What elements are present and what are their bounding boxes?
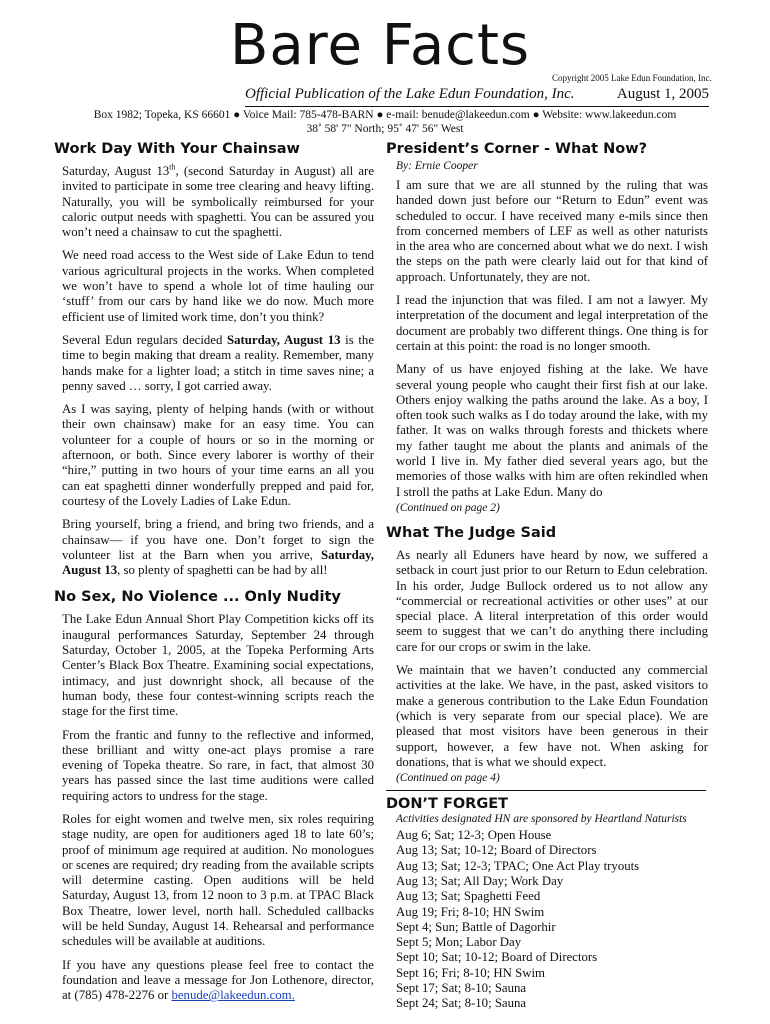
right-column <box>386 140 708 1012</box>
event-item: Aug 6; Sat; 12-3; Open House <box>396 828 552 843</box>
email-link[interactable]: benude@lakeedun.com. <box>171 988 295 1003</box>
events-list <box>386 828 708 1012</box>
article-judge <box>386 524 708 784</box>
copyright-notice: Copyright 2005 Lake Edun Foundation, Inc. <box>552 73 712 83</box>
event-item: Aug 13; Sat; All Day; Work Day <box>396 873 564 888</box>
article-paragraph: I read the injunction that was filed. I am not a lawyer. My interpretation of the document and legal interpretation of the document are probably two different things. One thing is for certain at this point: the road is no longer smooth. <box>396 293 708 353</box>
event-item: Sept 17; Sat; 8-10; Sauna <box>396 981 527 996</box>
events-calendar <box>386 795 708 1012</box>
article-paragraph: The Lake Edun Annual Short Play Competition kicks off its inaugural performances Saturday, September 24 through Saturday, October 1, 2005, at the Topeka Performing Arts Center’s Black Box Theatre. Examining social expectations, intimacy, and just downright shock, all because of the human body, these four contest-winning scripts reach the stage for the first time. <box>62 612 374 719</box>
contact-line: Box 1982; Topeka, KS 66601 ● Voice Mail: 785-478-BARN ● e-mail: benude@lakeedun.com ● Website: www.lakeedun.com <box>93 109 677 121</box>
article-heading: President’s Corner - What Now? <box>386 141 648 157</box>
article-play-competition <box>54 588 374 1003</box>
publication-subtitle: Official Publication of the Lake Edun Foundation, Inc. <box>245 86 575 102</box>
article-paragraph: Roles for eight women and twelve men, six roles requiring stage nudity, are open for auditioners aged 18 to late 60’s; proof of minimum age required at audition. No monologues or scenes are required; dry reading from the available scripts will determine casting. Open auditions will be held Saturday, August 13, from 12 noon to 3 p.m. at TPAC Black Box Theatre, lower level, north hall. Scheduled callbacks will be held Sunday, August 14. Rehearsal and performance schedules will be available at auditions. <box>62 811 374 949</box>
publication-row <box>245 86 709 107</box>
calendar-note: Activities designated HN are sponsored by Heartland Naturists <box>396 813 687 826</box>
article-paragraph: Saturday, August 13th, (second Saturday in August) all are invited to participate in some tree clearing and heavy lifting. Naturally, you will be symbolically reimbursed for your caloric output needs with spaghetti. You can be assured you won’t need a chainsaw to cut the spaghetti. <box>62 162 374 240</box>
article-work-day <box>54 140 374 578</box>
article-heading: No Sex, No Violence ... Only Nudity <box>54 589 341 606</box>
event-item: Sept 10; Sat; 10-12; Board of Directors <box>396 950 598 965</box>
article-paragraph: Bring yourself, bring a friend, and bring two friends, and a chainsaw— if you have one. Don’t forget to sign the volunteer list at the Barn when you arrive, Saturday, August 13, so plenty of spaghetti can be had by all! <box>62 517 374 578</box>
article-heading: What The Judge Said <box>386 524 557 541</box>
article-paragraph: We maintain that we haven’t conducted any commercial activities at the lake. We have, in the past, asked visitors to make a generous contribution to the Lake Edun Foundation (which is very separate from our special place). We are pleased that most visitors have been generous in their support, however, a few have not. When asking for donations, that is what we should expect. <box>396 663 708 769</box>
event-item: Aug 13; Sat; Spaghetti Feed <box>396 889 541 904</box>
newsletter-title: Bare Facts <box>230 13 531 78</box>
contact-info <box>0 108 770 136</box>
continued-note: (Continued on page 2) <box>396 501 500 514</box>
event-item: Aug 19; Fri; 8-10; HN Swim <box>396 904 545 919</box>
issue-date: August 1, 2005 <box>616 86 709 102</box>
event-item: Aug 13; Sat; 12-3; TPAC; One Act Play tryouts <box>396 858 640 873</box>
left-column <box>54 140 374 1012</box>
article-paragraph: We need road access to the West side of Lake Edun to tend various agricultural projects in the works. When completed we won’t have to spend a whole lot of time hauling our ‘stuff’ from our cars by hand like we do now. Much more efficient use of limited work time, don’t you think? <box>62 248 374 324</box>
event-item: Aug 13; Sat; 10-12; Board of Directors <box>396 843 597 858</box>
article-paragraph: If you have any questions please feel free to contact the foundation and leave a message for Jon Lothenore, director, at (785) 478-2276 or benude@lakeedun.com. <box>62 957 374 1003</box>
coordinates-line: 38˚ 58' 7" North; 95˚ 47' 56" West <box>306 123 464 135</box>
article-heading: Work Day With Your Chainsaw <box>54 141 300 157</box>
article-paragraph: As I was saying, plenty of helping hands (with or without their own chainsaw) make for an easy time. You can volunteer for a couple of hours or so in the morning or afternoon, or both. Since every laborer is worthy of their “hire,” putting in two hours of your time earns an all you can eat spaghetti dinner wonderfully prepped and paid for, courtesy of the Lovely Ladies of Lake Edun. <box>62 402 374 508</box>
event-item: Sept 4; Sun; Battle of Dagorhir <box>396 919 556 934</box>
section-divider <box>386 790 706 791</box>
calendar-heading: DON’T FORGET <box>386 796 509 813</box>
article-presidents-corner <box>386 140 708 514</box>
article-paragraph: Several Edun regulars decided Saturday, August 13 is the time to begin making that dream a reality. Remember, many hands make for a lighter load; a stitch in time saves nine; a penny saved … sorry, I got carried away. <box>62 332 374 393</box>
continued-note: (Continued on page 4) <box>396 772 500 785</box>
article-paragraph: I am sure that we are all stunned by the ruling that was handed down just before our “Return to Edun” event was scheduled to occur. I have received many e-mils since then from concerned members of LEF as well as other naturists in the area who are concerned about what we do next. I wish the steps on the path were clearly laid out for that kind of approach. Unfortunately, they are not. <box>396 178 708 284</box>
event-item: Sept 24; Sat; 8-10; Sauna <box>396 996 527 1011</box>
event-item: Sept 16; Fri; 8-10; HN Swim <box>396 965 545 980</box>
byline: By: Ernie Cooper <box>396 160 478 172</box>
event-item: Sept 5; Mon; Labor Day <box>396 935 522 950</box>
article-paragraph: Many of us have enjoyed fishing at the lake. We have several young people who caught their first fish at our lake. Others enjoy walking the paths around the lake. As a boy, I often took such walks as I do today around the lake, with my father. It was on walks through forests and thickets where my father taught me about the plants and animals of the world I live in. My father died several years ago, but the memories of those walks with him are often rekindled when I stroll the paths at Lake Edun. Many do <box>396 362 708 499</box>
article-paragraph: As nearly all Eduners have heard by now, we suffered a setback in court just prior to our Return to Edun celebration. In his order, Judge Bullock ordered us to not allow any “commercial or recreational activities or other uses” at our special place. A literal interpretation of this order would seem to suggest that we can’t do anything there including care for our crops or swim in the lake. <box>396 547 708 654</box>
article-paragraph: From the frantic and funny to the reflective and informed, these brilliant and witty one-act plays promise a rare evening of Topeka theatre. So rare, in fact, that almost 30 years has passed since the last time auditions were called requiring actors to undress for the stage. <box>62 727 374 803</box>
